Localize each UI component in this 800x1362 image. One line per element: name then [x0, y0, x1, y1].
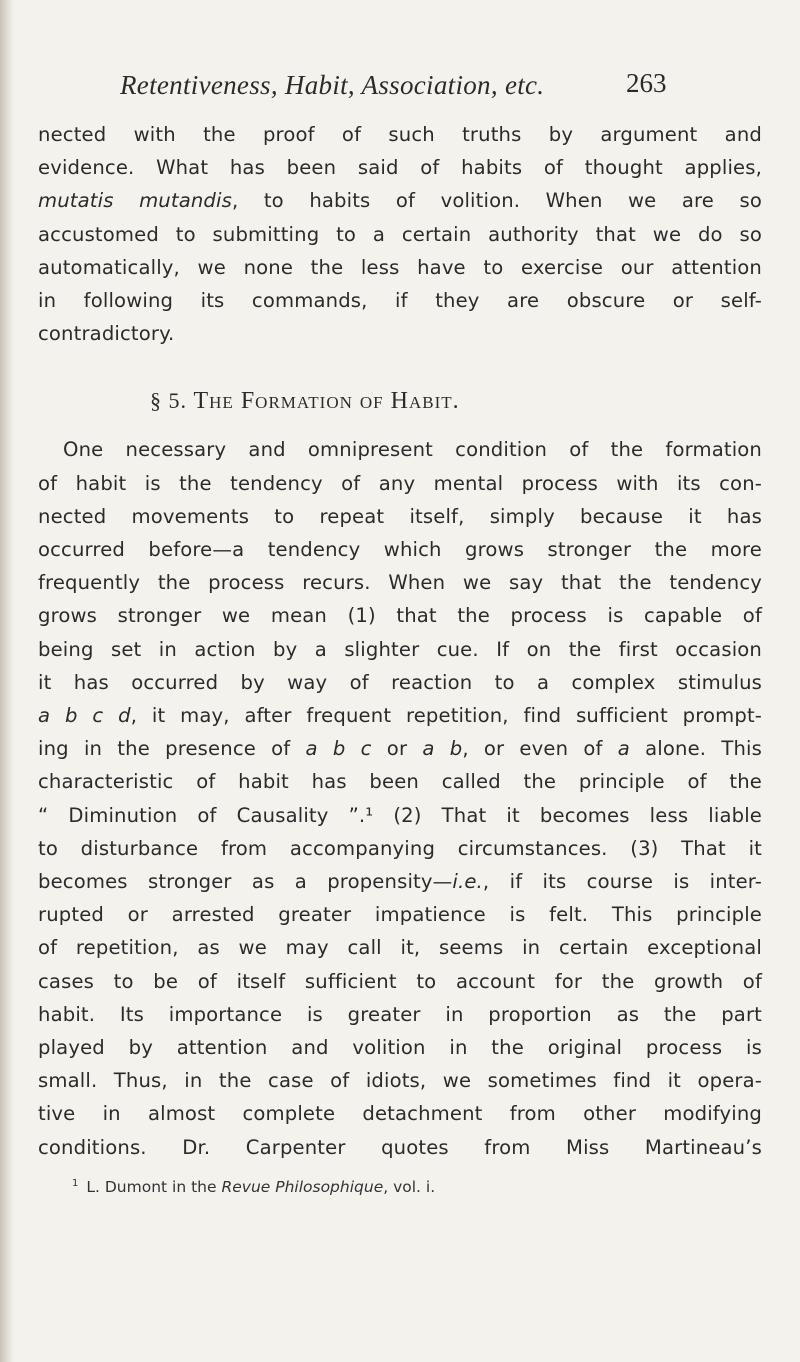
- text-line: One necessary and omnipresent condition of the formation: [63, 438, 762, 462]
- text-line: “ Diminution of Causality ”.¹ (2) That it becomes less liable: [38, 803, 762, 827]
- text-line: nected movements to repeat itself, simply because it has: [38, 504, 762, 528]
- text-line: evidence. What has been said of habits of thought applies,: [38, 156, 762, 180]
- text-line: mutatis mutandis, to habits of volition. When we are so: [38, 189, 763, 213]
- text-line: frequently the process recurs. When we say that the tendency: [38, 571, 762, 595]
- section-number: § 5.: [150, 388, 187, 414]
- text-line: it has occurred by way of reaction to a complex stimulus: [38, 670, 762, 694]
- book-page: [38, 62, 762, 1196]
- text-line: becomes stronger as a propensity—i.e., if its course is inter-: [38, 870, 762, 894]
- text-line: occurred before—a tendency which grows stronger the more: [38, 538, 762, 562]
- text-line: habit. Its importance is greater in proportion as the part: [38, 1002, 762, 1026]
- paragraph-2: [38, 433, 762, 1163]
- text-line: in following its commands, if they are obscure or self-: [38, 289, 762, 313]
- text-line: of habit is the tendency of any mental process with its con-: [38, 471, 762, 495]
- paragraph-1: [38, 118, 762, 350]
- footnote: [38, 1178, 762, 1196]
- text-line: automatically, we none the less have to exercise our attention: [38, 255, 762, 279]
- text-line: cases to be of itself sufficient to account for the growth of: [38, 969, 762, 993]
- section-title: The Formation of Habit.: [193, 388, 460, 415]
- text-line: a b c d, it may, after frequent repetition, find sufficient prompt-: [38, 704, 762, 728]
- text-line: played by attention and volition in the original process is: [38, 1036, 762, 1060]
- footnote-text: L. Dumont in the Revue Philosophique, vol. i.: [86, 1178, 436, 1197]
- text-line: to disturbance from accompanying circumstances. (3) That it: [38, 836, 762, 860]
- text-line: contradictory.: [38, 322, 175, 346]
- text-line: conditions. Dr. Carpenter quotes from Miss Martineau’s: [38, 1135, 762, 1159]
- text-line: rupted or arrested greater impatience is felt. This principle: [38, 903, 762, 927]
- running-head: [38, 62, 762, 118]
- text-line: tive in almost complete detachment from other modifying: [38, 1102, 762, 1126]
- text-line: ing in the presence of a b c or a b, or even of a alone. This: [38, 737, 762, 761]
- section-heading: [38, 388, 762, 415]
- text-line: characteristic of habit has been called the principle of the: [38, 770, 762, 794]
- page-binding-shadow: [0, 0, 14, 1362]
- text-line: grows stronger we mean (1) that the process is capable of: [38, 604, 762, 628]
- text-line: accustomed to submitting to a certain authority that we do so: [38, 222, 762, 246]
- page-number: 263: [626, 68, 667, 98]
- text-line: of repetition, as we may call it, seems in certain exceptional: [38, 936, 762, 960]
- footnote-marker: 1: [72, 1177, 79, 1189]
- text-line: small. Thus, in the case of idiots, we sometimes find it opera-: [38, 1069, 762, 1093]
- running-title: Retentiveness, Habit, Association, etc.: [120, 70, 545, 100]
- text-line: nected with the proof of such truths by argument and: [38, 123, 762, 146]
- text-line: being set in action by a slighter cue. If on the first occasion: [38, 637, 762, 661]
